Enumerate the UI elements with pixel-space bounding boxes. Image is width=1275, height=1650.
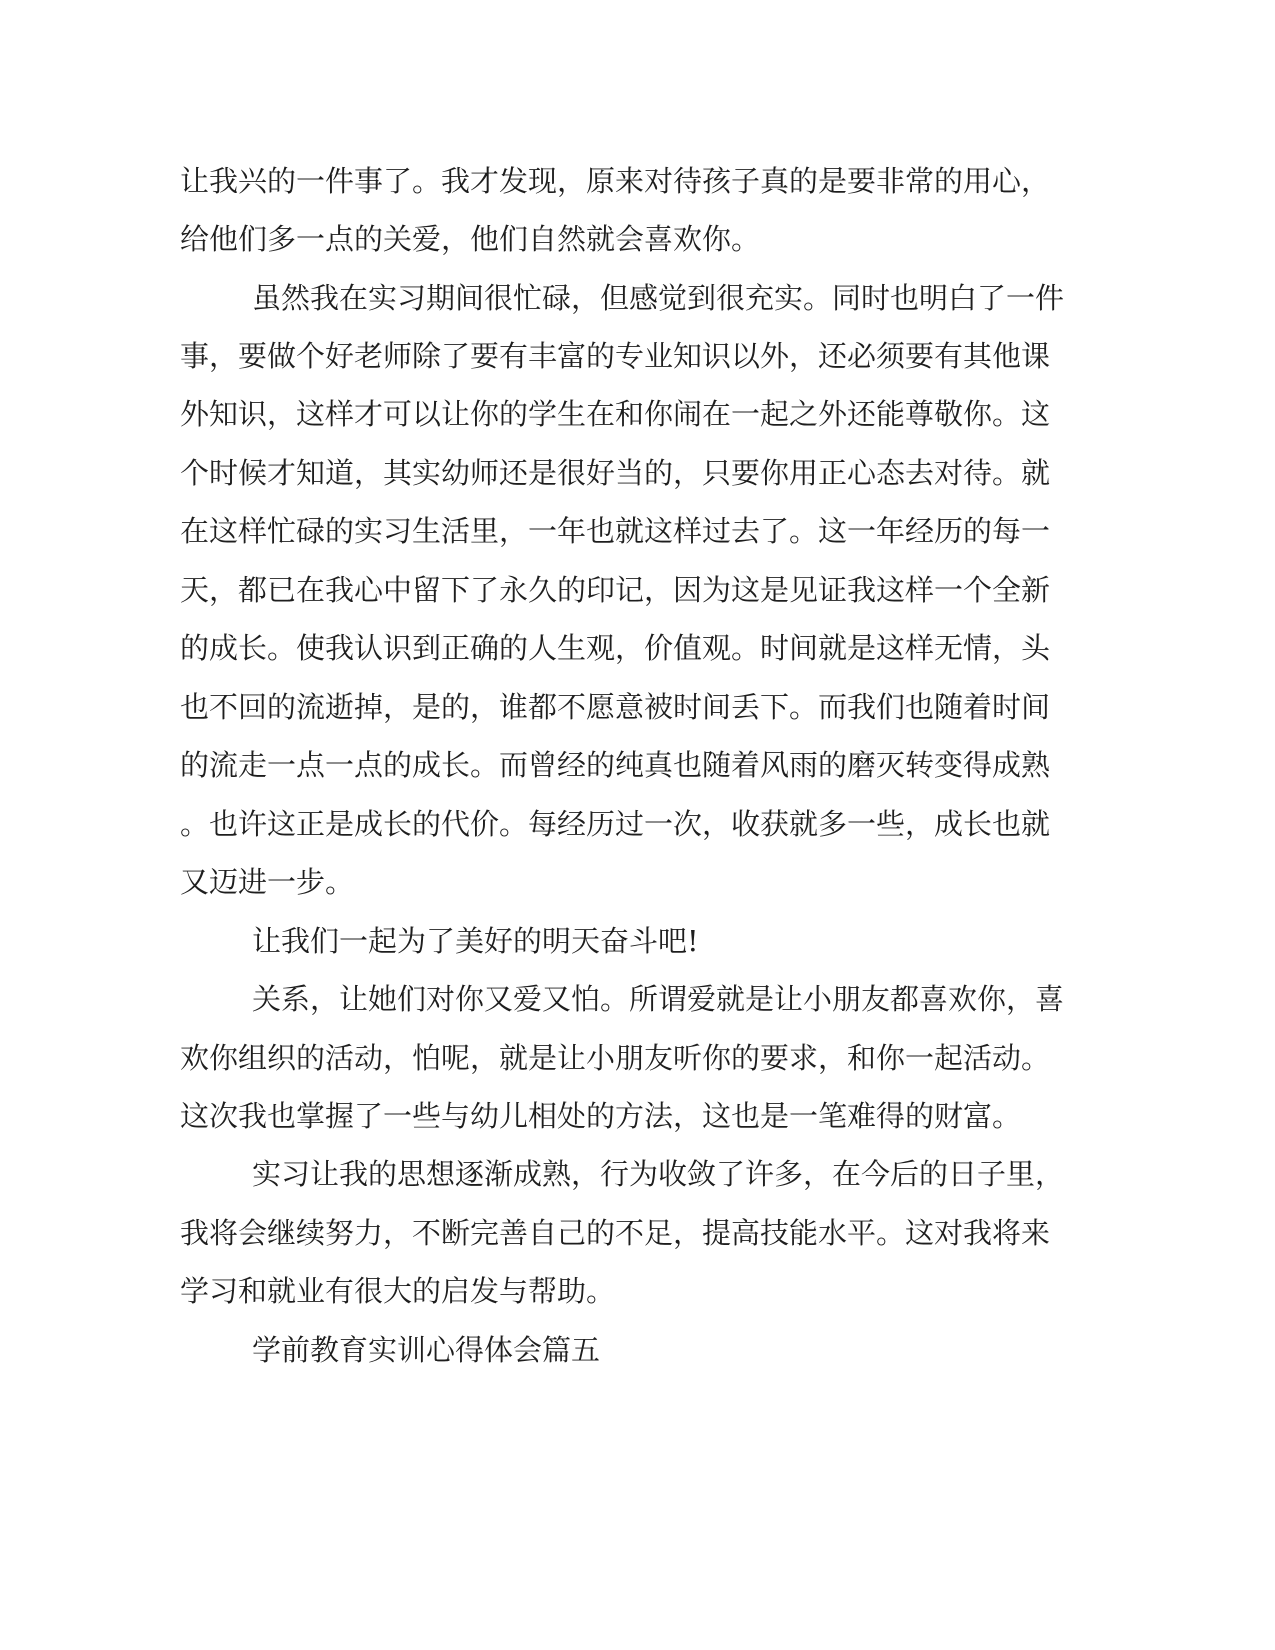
text-line: 事，要做个好老师除了要有丰富的专业知识以外，还必须要有其他课 bbox=[180, 339, 1051, 373]
section-heading: 学前教育实训心得体会篇五 bbox=[252, 1333, 601, 1367]
text-line: 学习和就业有很大的启发与帮助。 bbox=[180, 1274, 616, 1308]
text-line: 天，都已在我心中留下了永久的印记，因为这是见证我这样一个全新 bbox=[180, 573, 1051, 607]
text-line: 这次我也掌握了一些与幼儿相处的方法，这也是一笔难得的财富。 bbox=[180, 1099, 1022, 1133]
text-line: 也不回的流逝掉，是的，谁都不愿意被时间丢下。而我们也随着时间 bbox=[180, 690, 1051, 724]
text-line: 外知识，这样才可以让你的学生在和你闹在一起之外还能尊敬你。这 bbox=[180, 397, 1051, 431]
text-line: 的成长。使我认识到正确的人生观，价值观。时间就是这样无情，头 bbox=[180, 631, 1051, 665]
paragraph-first-line: 虽然我在实习期间很忙碌，但感觉到很充实。同时也明白了一件 bbox=[252, 281, 1065, 315]
text-line: 在这样忙碌的实习生活里，一年也就这样过去了。这一年经历的每一 bbox=[180, 514, 1051, 548]
text-line: 让我兴的一件事了。我才发现，原来对待孩子真的是要非常的用心， bbox=[180, 164, 1051, 198]
text-line: 给他们多一点的关爱，他们自然就会喜欢你。 bbox=[180, 222, 761, 256]
paragraph-first-line: 让我们一起为了美好的明天奋斗吧! bbox=[252, 924, 699, 958]
paragraph-first-line: 关系，让她们对你又爱又怕。所谓爱就是让小朋友都喜欢你，喜 bbox=[252, 982, 1065, 1016]
text-line: 的流走一点一点的成长。而曾经的纯真也随着风雨的磨灭转变得成熟 bbox=[180, 748, 1051, 782]
text-line: 个时候才知道，其实幼师还是很好当的，只要你用正心态去对待。就 bbox=[180, 456, 1051, 490]
text-line: 。也许这正是成长的代价。每经历过一次，收获就多一些，成长也就 bbox=[180, 807, 1051, 841]
paragraph-first-line: 实习让我的思想逐渐成熟，行为收敛了许多，在今后的日子里， bbox=[252, 1157, 1065, 1191]
text-line: 我将会继续努力，不断完善自己的不足，提高技能水平。这对我将来 bbox=[180, 1216, 1051, 1250]
text-line: 欢你组织的活动，怕呢，就是让小朋友听你的要求，和你一起活动。 bbox=[180, 1041, 1051, 1075]
text-line: 又迈进一步。 bbox=[180, 865, 355, 899]
